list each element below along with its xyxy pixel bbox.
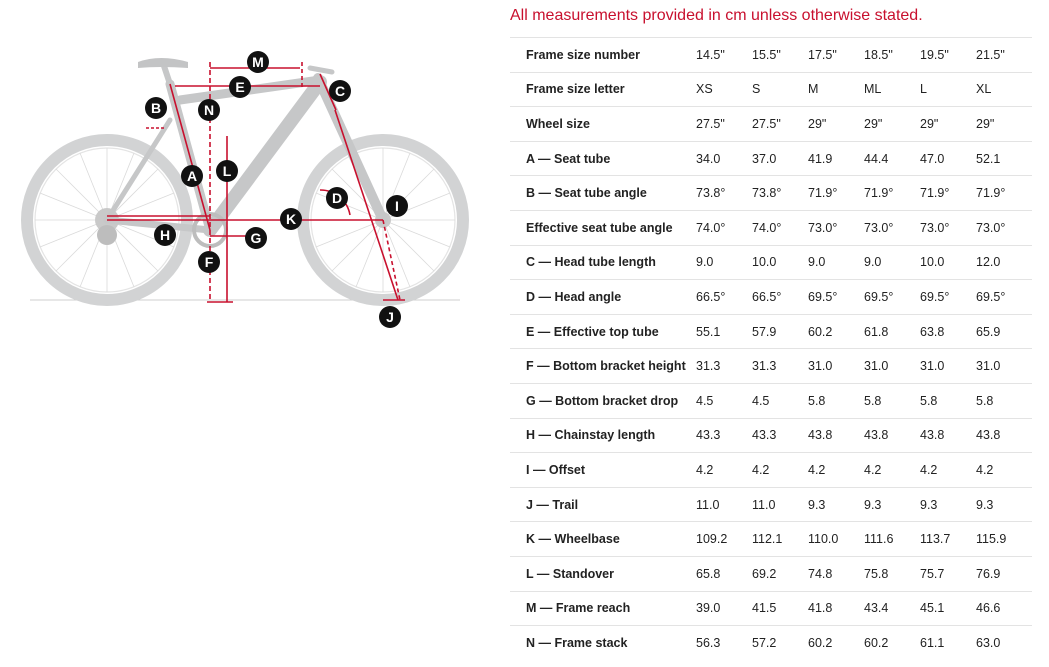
marker-i — [386, 195, 408, 217]
row-value: 69.5° — [976, 289, 1006, 304]
row-value: 4.2 — [696, 462, 714, 477]
row-value: 12.0 — [976, 255, 1001, 270]
table-row — [510, 38, 1032, 73]
row-value: 4.2 — [976, 462, 994, 477]
row-value: 4.2 — [920, 462, 938, 477]
row-label: E — Effective top tube — [526, 324, 659, 339]
row-value: 10.0 — [920, 255, 945, 270]
row-label: G — Bottom bracket drop — [526, 393, 679, 408]
row-value: 10.0 — [752, 255, 777, 270]
marker-g — [245, 227, 267, 249]
row-value: 5.8 — [920, 393, 938, 408]
row-value: 29" — [808, 116, 827, 131]
saddle — [138, 58, 188, 68]
row-value: 69.2 — [752, 566, 777, 581]
row-value: 66.5° — [752, 289, 782, 304]
row-value: 73.0° — [808, 220, 838, 235]
row-value: 4.2 — [752, 462, 770, 477]
row-value: 63.0 — [976, 636, 1001, 651]
svg-text:M: M — [252, 54, 264, 70]
svg-text:A: A — [186, 168, 198, 184]
row-value: 34.0 — [696, 151, 721, 166]
table-row — [510, 522, 1032, 557]
row-value: 56.3 — [696, 636, 721, 651]
table-row — [510, 210, 1032, 245]
row-label: Frame size number — [526, 47, 640, 62]
table-row — [510, 556, 1032, 591]
table-row — [510, 383, 1032, 418]
row-value: 9.3 — [976, 497, 994, 512]
row-value: 74.8 — [808, 566, 833, 581]
row-value: 115.9 — [976, 532, 1007, 547]
table-row — [510, 591, 1032, 626]
geometry-table-body — [510, 38, 1032, 661]
row-value: 31.3 — [752, 359, 777, 374]
row-value: 5.8 — [864, 393, 882, 408]
row-value: 69.5° — [920, 289, 950, 304]
row-value: 21.5" — [976, 47, 1005, 62]
table-row — [510, 314, 1032, 349]
row-label: H — Chainstay length — [526, 428, 656, 443]
marker-c — [329, 80, 351, 102]
row-value: 75.7 — [920, 566, 945, 581]
row-value: 60.2 — [864, 636, 889, 651]
row-label: Wheel size — [526, 116, 590, 131]
svg-text:C: C — [334, 83, 346, 99]
row-label: F — Bottom bracket height — [526, 359, 686, 374]
row-value: 60.2 — [808, 324, 833, 339]
marker-e — [229, 76, 251, 98]
marker-m — [247, 51, 269, 73]
row-value: 47.0 — [920, 151, 945, 166]
row-value: 74.0° — [752, 220, 782, 235]
row-value: 43.8 — [920, 428, 945, 443]
row-value: 43.8 — [864, 428, 889, 443]
svg-text:B: B — [150, 100, 162, 116]
table-row — [510, 453, 1032, 488]
marker-a — [181, 165, 203, 187]
row-value: 73.0° — [920, 220, 950, 235]
row-value: 71.9° — [808, 186, 838, 201]
row-value: 55.1 — [696, 324, 721, 339]
row-value: 43.3 — [752, 428, 777, 443]
row-value: L — [920, 82, 927, 97]
row-value: 4.2 — [864, 462, 882, 477]
row-value: 41.5 — [752, 601, 777, 616]
svg-text:F: F — [204, 254, 214, 270]
row-value: XL — [976, 82, 992, 97]
svg-text:N: N — [203, 102, 215, 118]
marker-d — [326, 187, 348, 209]
marker-l — [216, 160, 238, 182]
row-value: 73.8° — [696, 186, 726, 201]
svg-text:L: L — [222, 163, 232, 179]
row-value: 66.5° — [696, 289, 726, 304]
marker-j — [379, 306, 401, 328]
row-label: I — Offset — [526, 462, 586, 477]
row-value: 31.0 — [864, 359, 889, 374]
row-value: 73.0° — [864, 220, 894, 235]
row-label: J — Trail — [526, 497, 579, 512]
row-value: 5.8 — [976, 393, 994, 408]
row-value: 29" — [920, 116, 939, 131]
row-value: 18.5" — [864, 47, 893, 62]
row-label: N — Frame stack — [526, 636, 628, 651]
row-label: Effective seat tube angle — [526, 220, 673, 235]
row-value: 41.8 — [808, 601, 833, 616]
row-value: 112.1 — [752, 532, 783, 547]
row-value: 109.2 — [696, 532, 728, 547]
row-value: 31.0 — [920, 359, 945, 374]
row-value: 71.9° — [920, 186, 950, 201]
svg-text:K: K — [285, 211, 297, 227]
row-value: 63.8 — [920, 324, 945, 339]
row-value: 46.6 — [976, 601, 1001, 616]
row-value: 4.5 — [752, 393, 770, 408]
row-value: ML — [864, 82, 882, 97]
table-row — [510, 487, 1032, 522]
row-value: 31.0 — [976, 359, 1001, 374]
row-value: 15.5" — [752, 47, 781, 62]
row-value: 37.0 — [752, 151, 777, 166]
row-value: 17.5" — [808, 47, 837, 62]
row-value: 60.2 — [808, 636, 833, 651]
row-value: 19.5" — [920, 47, 949, 62]
row-label: D — Head angle — [526, 289, 622, 304]
svg-text:I: I — [395, 198, 399, 214]
row-value: 65.9 — [976, 324, 1001, 339]
row-label: C — Head tube length — [526, 255, 656, 270]
row-label: L — Standover — [526, 566, 614, 581]
row-value: 11.0 — [752, 497, 776, 512]
row-value: 73.0° — [976, 220, 1006, 235]
row-value: 9.0 — [864, 255, 882, 270]
row-value: 43.3 — [696, 428, 721, 443]
marker-k — [280, 208, 302, 230]
row-value: 61.8 — [864, 324, 889, 339]
row-value: 71.9° — [976, 186, 1006, 201]
row-value: 61.1 — [920, 636, 945, 651]
row-label: M — Frame reach — [526, 601, 631, 616]
row-value: 9.3 — [920, 497, 938, 512]
row-value: 4.5 — [696, 393, 714, 408]
row-value: 9.0 — [696, 255, 714, 270]
table-row — [510, 176, 1032, 211]
svg-text:D: D — [331, 190, 343, 206]
row-value: 29" — [864, 116, 883, 131]
row-value: 110.0 — [808, 532, 839, 547]
table-row — [510, 626, 1032, 661]
row-value: 31.0 — [808, 359, 833, 374]
row-value: 4.2 — [808, 462, 826, 477]
row-value: 65.8 — [696, 566, 721, 581]
row-value: 75.8 — [864, 566, 889, 581]
marker-b — [145, 97, 167, 119]
row-value: 9.3 — [808, 497, 826, 512]
row-label: A — Seat tube — [526, 151, 611, 166]
row-label: B — Seat tube angle — [526, 186, 647, 201]
row-value: 111.6 — [864, 532, 894, 547]
table-row — [510, 107, 1032, 142]
row-value: 9.0 — [808, 255, 826, 270]
row-value: 76.9 — [976, 566, 1001, 581]
row-value: 27.5" — [696, 116, 725, 131]
row-value: 39.0 — [696, 601, 721, 616]
bike-geometry-svg — [20, 40, 480, 340]
row-value: 45.1 — [920, 601, 945, 616]
marker-n — [198, 99, 220, 121]
rear-derailleur — [97, 225, 117, 245]
measurement-units-note: All measurements provided in cm unless otherwise stated. — [510, 7, 923, 24]
row-value: S — [752, 82, 761, 97]
row-value: 57.2 — [752, 636, 777, 651]
row-value: 73.8° — [752, 186, 782, 201]
marker-f — [198, 251, 220, 273]
svg-text:H: H — [159, 227, 171, 243]
row-value: 69.5° — [808, 289, 838, 304]
row-value: 14.5" — [696, 47, 725, 62]
row-label: Frame size letter — [526, 82, 625, 97]
svg-text:G: G — [250, 230, 262, 246]
table-row — [510, 349, 1032, 384]
row-value: 27.5" — [752, 116, 781, 131]
table-row — [510, 280, 1032, 315]
row-value: 71.9° — [864, 186, 894, 201]
row-value: 29" — [976, 116, 995, 131]
row-value: 31.3 — [696, 359, 721, 374]
row-value: XS — [696, 82, 713, 97]
table-row — [510, 141, 1032, 176]
svg-text:E: E — [235, 79, 245, 95]
row-value: 43.8 — [808, 428, 833, 443]
bike-geometry-diagram — [20, 40, 480, 340]
row-value: 43.4 — [864, 601, 889, 616]
row-value: 11.0 — [696, 497, 720, 512]
row-value: 41.9 — [808, 151, 833, 166]
row-label: K — Wheelbase — [526, 532, 620, 547]
row-value: 9.3 — [864, 497, 882, 512]
row-value: 69.5° — [864, 289, 894, 304]
row-value: 5.8 — [808, 393, 826, 408]
row-value: 74.0° — [696, 220, 726, 235]
table-row — [510, 418, 1032, 453]
marker-h — [154, 224, 176, 246]
svg-text:J: J — [386, 309, 394, 325]
row-value: 113.7 — [920, 532, 951, 547]
row-value: 52.1 — [976, 151, 1001, 166]
row-value: 57.9 — [752, 324, 777, 339]
table-row — [510, 245, 1032, 280]
row-value: M — [808, 82, 819, 97]
table-row — [510, 72, 1032, 107]
row-value: 43.8 — [976, 428, 1001, 443]
geometry-table — [510, 37, 1032, 660]
row-value: 44.4 — [864, 151, 889, 166]
